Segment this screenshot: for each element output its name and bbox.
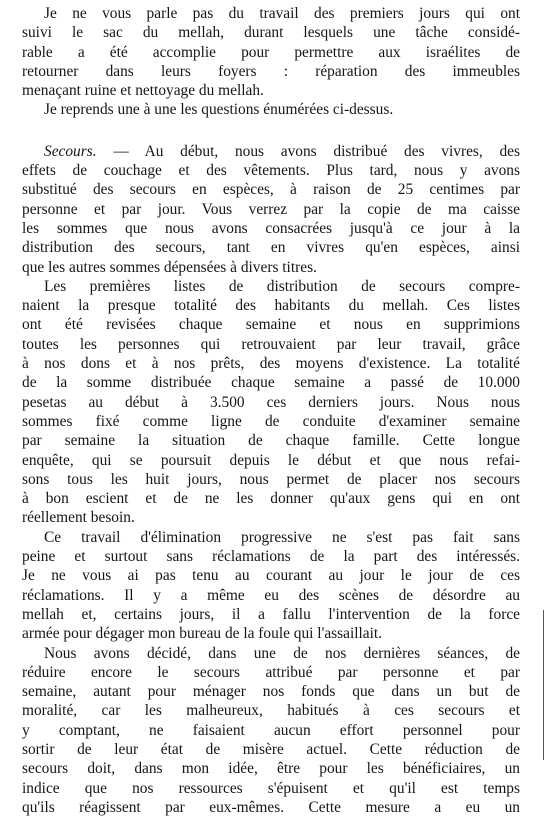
text-line: distribution des secours, tant en vivres qu'en espèces, ainsi [22, 238, 520, 257]
paragraph-5 [22, 528, 520, 644]
text-line: à bon escient et de ne les donner qu'aux gens qui en ont [22, 489, 520, 508]
text-line: enquête, qui se poursuit depuis le début et que nous refai- [22, 451, 520, 470]
text-line: suivi le sac du mellah, durant lesquels une tâche considé- [22, 23, 520, 42]
text-line: ont été revisées chaque semaine et nous en supprimions [22, 315, 520, 334]
text-line: les sommes que nous avons consacrées jusqu'à ce jour à la [22, 219, 520, 238]
text-line: moralité, car les malheureux, habitués à ces secours et [22, 701, 520, 720]
document-page [22, 4, 520, 817]
text-line: Je ne vous parle pas du travail des premiers jours qui ont [22, 4, 520, 23]
text-line: Je ne vous ai pas tenu au courant au jour le jour de ces [22, 566, 520, 585]
text-line: que les autres sommes dépensées à divers titres. [22, 258, 520, 277]
text-line: réclamations. Il y a même eu des scènes de désordre au [22, 586, 520, 605]
text-line: de la somme distribuée chaque semaine a passé de 10.000 [22, 373, 520, 392]
page-edge-rule [543, 610, 544, 760]
paragraph-4 [22, 277, 520, 528]
paragraph-gap [22, 120, 520, 142]
text-line: peine et surtout sans réclamations de la part des intéressés. [22, 547, 520, 566]
text-line: sortir de leur état de misère actuel. Cette réduction de [22, 740, 520, 759]
text-line: semaine, autant pour ménager nos fonds que dans un but de [22, 682, 520, 701]
text-line: retourner dans leurs foyers : réparation des immeubles [22, 62, 520, 81]
text-line: effets de couchage et des vêtements. Plus tard, nous y avons [22, 161, 520, 180]
text-line: réduire encore le secours attribué par personne et par [22, 663, 520, 682]
text-line: toutes les personnes qui retrouvaient par leur travail, grâce [22, 335, 520, 354]
paragraph-1 [22, 4, 520, 100]
text-line: sommes fixé comme ligne de conduite d'examiner semaine [22, 412, 520, 431]
text-run: — Au début, nous avons distribué des vivres, des [97, 143, 520, 160]
paragraph-2 [22, 100, 520, 119]
section-heading: Secours. [44, 143, 97, 160]
text-line: secours doit, dans mon idée, être pour les bénéficiaires, un [22, 759, 520, 778]
text-line: Les premières listes de distribution de secours compre- [22, 277, 520, 296]
text-line: armée pour dégager mon bureau de la foule qui l'assaillait. [22, 624, 520, 643]
text-line: qu'ils réagissent par eux-mêmes. Cette mesure a eu un [22, 798, 520, 817]
text-line: à nos dons et à nos prêts, des moyens d'existence. La totalité [22, 354, 520, 373]
text-line [22, 142, 520, 161]
text-line: réellement besoin. [22, 508, 520, 527]
text-line: Nous avons décidé, dans une de nos dernières séances, de [22, 644, 520, 663]
text-line: sons tous les huit jours, nous permet de placer nos secours [22, 470, 520, 489]
paragraph-3 [22, 142, 520, 277]
text-line: Ce travail d'élimination progressive ne s'est pas fait sans [22, 528, 520, 547]
text-line: rable a été accomplie pour permettre aux israélites de [22, 43, 520, 62]
text-line: mellah et, certains jours, il a fallu l'intervention de la force [22, 605, 520, 624]
paragraph-6 [22, 644, 520, 817]
text-line: substitué des secours en espèces, à raison de 25 centimes par [22, 180, 520, 199]
text-line: par semaine la situation de chaque famille. Cette longue [22, 431, 520, 450]
text-line: naient la presque totalité des habitants du mellah. Ces listes [22, 296, 520, 315]
text-line: pesetas au début à 3.500 ces derniers jours. Nous nous [22, 393, 520, 412]
text-line: y comptant, ne faisaient aucun effort personnel pour [22, 721, 520, 740]
text-line: indice que nos ressources s'épuisent et qu'il est temps [22, 779, 520, 798]
text-line: personne et par jour. Vous verrez par la copie de ma caisse [22, 200, 520, 219]
text-line: menaçant ruine et nettoyage du mellah. [22, 81, 520, 100]
text-line: Je reprends une à une les questions énumérées ci-dessus. [22, 100, 520, 119]
